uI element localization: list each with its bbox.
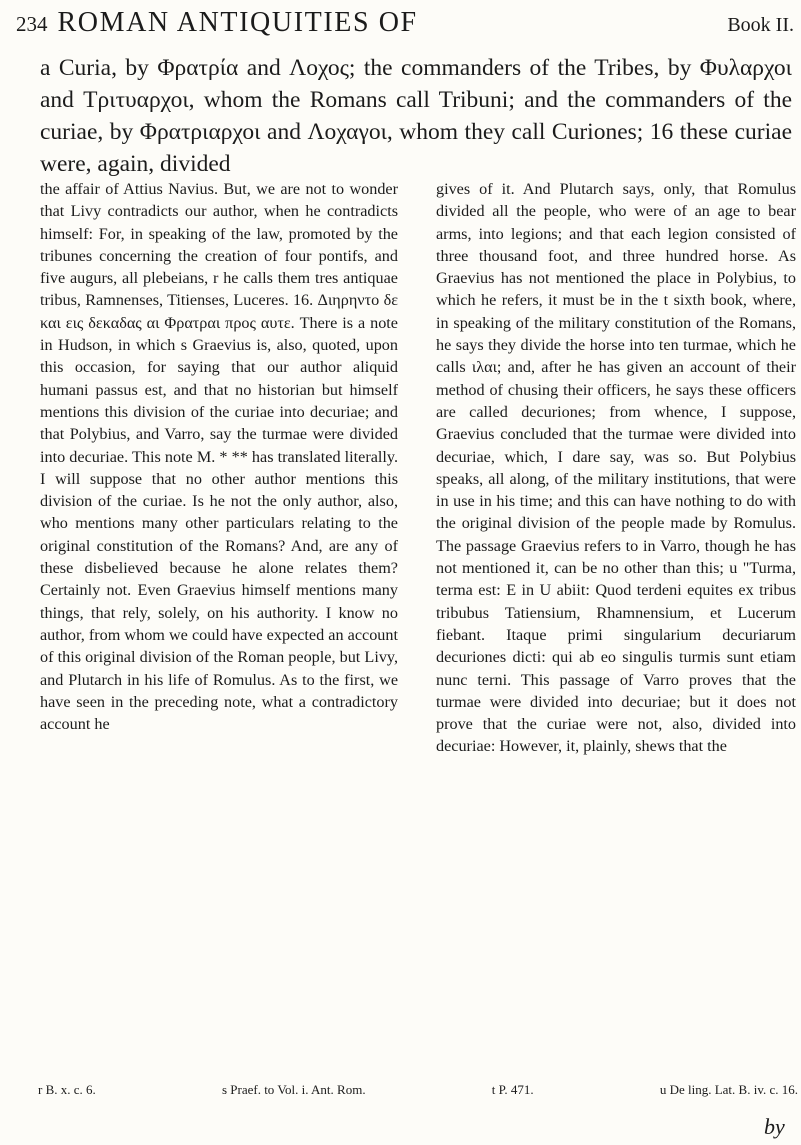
- footnotes: [38, 1082, 798, 1098]
- main-text: [40, 52, 792, 180]
- footnote-s: s Praef. to Vol. i. Ant. Rom.: [221, 1082, 366, 1097]
- catchword: by: [764, 1114, 785, 1139]
- running-header: [16, 7, 794, 47]
- note-column-right: [436, 178, 796, 758]
- footnote-u: u De ling. Lat. B. iv. c. 16.: [659, 1082, 798, 1097]
- note-text-right: gives of it. And Plutarch says, only, that Romulus divided all the people, who were of an age to bear arms, into legions; and that each legion consisted of three thousand foot, and three hundred horse. As Graevius has not mentioned the place in Polybius, to which he refers, it must be in the t sixth book, where, in speaking of the military constitution of the Romans, he says they divide the horse into ten turmae, which he calls ιλαι; and, after he has given an account of their method of chusing their officers, he says these officers are called decuriones; from whence, I suppose, Graevius concluded that the turmae were divided into decuriae, which, I dare say, was so. But Polybius speaks, all along, of the military institutions, that were in use in his time; and this can have nothing to do with the original division of the people made by Romulus. The passage Graevius refers to in Varro, though he has not mentioned it, can be no other than this; u "Turma, terma est: E in U abiit: Quod terdeni equites ex tribus tribubus Tatiensium, Rhamnensium, et Lucerum fiebant. Itaque primi singularium decuriarum decuriones dicti: qui ab eo singulis turmis sunt etiam nunc terni. This passage of Varro proves that the turmae were divided into decuriae; but it does not prove that the curiae were not, also, divided into decuriae: However, it, plainly, shews that the: [436, 180, 796, 756]
- note-text-left: the affair of Attius Navius. But, we are not to wonder that Livy contradicts our author, when he contradicts himself: For, in speaking of the law, promoted by the tribunes concerning the creation of four pontifs, and five augurs, all plebeians, r he calls them tres antiquae tribus, Ramnenses, Titienses, Luceres. 16. Διηρηντο δε και εις δεκαδας αι Φρατραι προς αυτε. There is a note in Hudson, in which s Graevius is, also, quoted, upon this occasion, for saying that our author aliquid humani passus est, and that no historian but himself mentions this division of the curiae into decuriae; and that Polybius, and Varro, say the turmae were divided into decuriae. This note M. * ** has translated literally. I will suppose that no other author mentions this division of the curiae. Is he not the only author, also, who mentions many other particulars relating to the original constitution of the Romans? And, are any of these disbelieved because he alone relates them? Certainly not. Even Graevius himself mentions many things, that rely, solely, on his authority. I know no author, from whom we could have expected an account of this original division of the Roman people, but Livy, and Plutarch in his life of Romulus. As to the first, we have seen in the preceding note, what a contradictory account he: [40, 180, 398, 734]
- book-indicator: Book II.: [727, 14, 794, 36]
- note-column-left: [40, 178, 398, 735]
- page-number: 234: [16, 12, 48, 36]
- footnote-t: t P. 471.: [491, 1082, 534, 1097]
- footnote-r: r B. x. c. 6.: [38, 1082, 96, 1097]
- running-title: ROMAN ANTIQUITIES OF: [57, 7, 418, 38]
- main-text-paragraph: a Curia, by Φρατρία and Λοχος; the commanders of the Tribes, by Φυλαρχοι and Τριτυαρχοι, whom the Romans call Tribuni; and the commanders of the curiae, by Φρατριαρχοι and Λοχαγοι, whom they call Curiones; 16 these curiae were, again, divided: [40, 55, 792, 177]
